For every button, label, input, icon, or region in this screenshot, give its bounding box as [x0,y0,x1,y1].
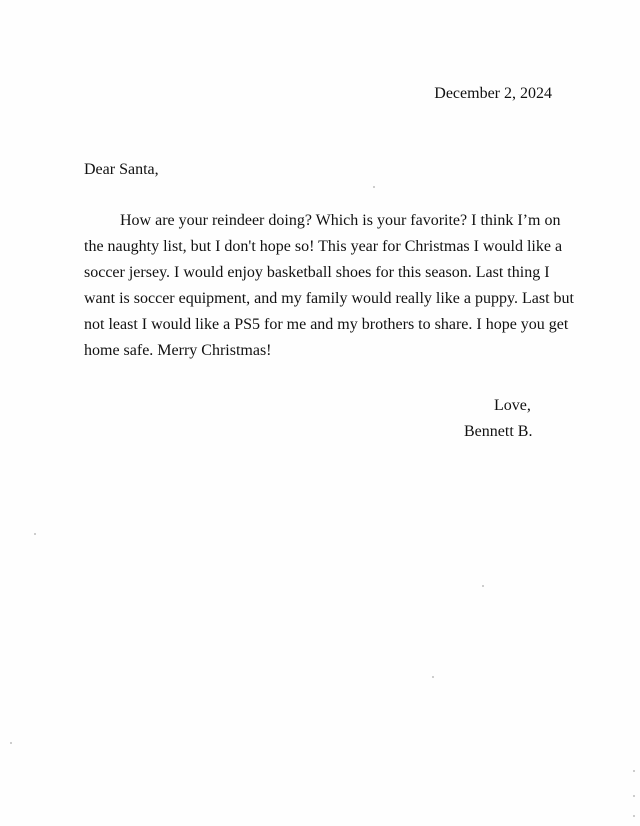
scan-speck [432,676,434,678]
body-line: soccer jersey. I would enjoy basketball shoes for this season. Last thing I [84,264,550,281]
body-line: not least I would like a PS5 for me and my brothers to share. I hope you get [84,316,569,333]
scan-speck [34,533,36,535]
scan-speck [373,186,375,188]
body-line: want is soccer equipment, and my family would really like a puppy. Last but [84,290,574,307]
letter-closing: Love, [494,397,531,414]
body-line: the naughty list, but I don't hope so! This year for Christmas I would like a [84,238,563,255]
scan-speck [482,585,484,587]
scan-speck [633,815,635,817]
body-line: home safe. Merry Christmas! [84,342,272,359]
letter-signature: Bennett B. [464,423,533,440]
letter-date: December 2, 2024 [434,85,552,102]
scan-speck [633,795,635,797]
scan-speck [633,770,635,772]
letter-salutation: Dear Santa, [84,161,159,178]
scan-speck [10,742,12,744]
letter-body [84,208,574,364]
body-line: How are your reindeer doing? Which is your favorite? I think I’m on [120,212,561,229]
